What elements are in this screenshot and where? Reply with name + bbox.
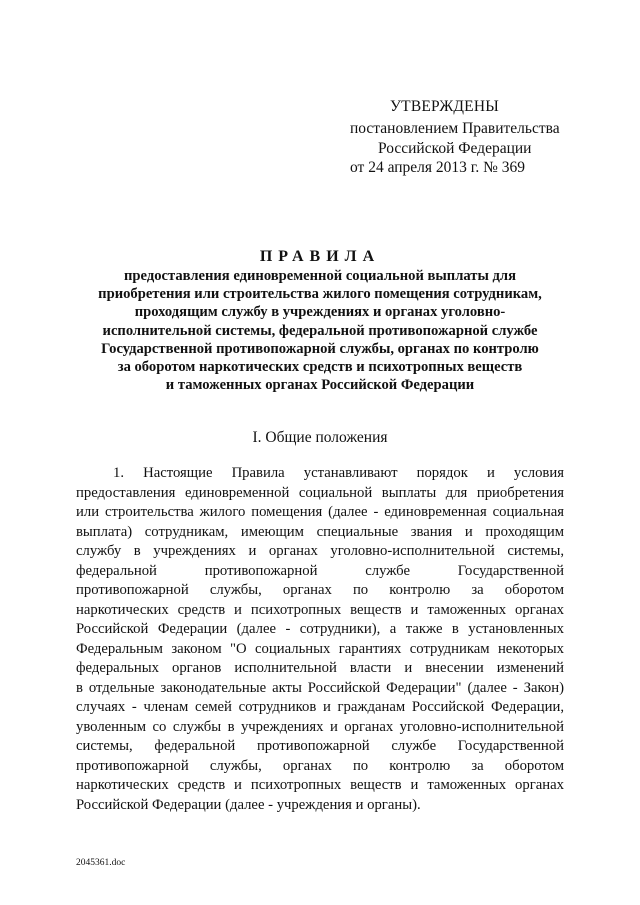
paragraph-line: противопожарной службы, органах по контролю за оборотом [76, 582, 564, 598]
paragraph-line: уволенным со службы в учреждениях и органах уголовно-исполнительной [76, 718, 564, 735]
approval-by: постановлением Правительства [350, 120, 560, 137]
paragraph-line: системы, федеральной противопожарной службе Государственной [76, 738, 564, 754]
paragraph-line: или строительства жилого помещения (далее - единовременная социальная [76, 504, 564, 520]
subtitle-line: предоставления единовременной социальной выплаты для [124, 268, 516, 284]
approval-government: Российской Федерации [378, 140, 532, 157]
paragraph-line: случаях - членам семей сотрудников и гражданам Российской Федерации, [76, 699, 564, 715]
subtitle-line: Государственной противопожарной службы, органах по контролю [101, 340, 539, 357]
paragraph-line: Российской Федерации (далее - учреждения и органы). [76, 796, 421, 813]
subtitle-line: и таможенных органах Российской Федерации [165, 377, 475, 394]
paragraph-line: предоставления единовременной социальной выплаты для приобретения [76, 484, 564, 501]
paragraph-1 [76, 464, 564, 815]
paragraph-line: федеральных органов исполнительной власти и внесении изменений [76, 660, 564, 676]
paragraph-line: наркотических средств и психотропных веществ и таможенных органах [76, 777, 564, 793]
approval-date: от 24 апреля 2013 г. № 369 [350, 159, 526, 176]
paragraph-line: в отдельные законодательные акты Российской Федерации" (далее - Закон) [76, 679, 564, 696]
subtitle-line: за оборотом наркотических средств и психотропных веществ [117, 359, 523, 376]
paragraph-line: Федеральным законом "О социальных гарантиях сотрудникам некоторых [76, 640, 564, 657]
section-heading: I. Общие положения [252, 429, 388, 446]
paragraph-line: Российской Федерации (далее - сотрудники), а также в установленных [76, 621, 564, 637]
paragraph-line: наркотических средств и психотропных веществ и таможенных органах [76, 601, 564, 618]
document-file-name: 2045361.doc [76, 858, 126, 868]
approval-heading: УТВЕРЖДЕНЫ [390, 98, 499, 115]
paragraph-line: федеральной противопожарной службе Государственной [76, 562, 564, 579]
subtitle-line: исполнительной системы, федеральной противопожарной службе [102, 322, 538, 339]
paragraph-line: 1. Настоящие Правила устанавливают порядок и условия [113, 465, 564, 481]
subtitle-line: проходящим службу в учреждениях и органах уголовно- [134, 304, 506, 321]
paragraph-line: выплата) сотрудникам, имеющим специальные звания и проходящим [76, 523, 564, 540]
paragraph-line: службу в учреждениях и органах уголовно-исполнительной системы, [76, 543, 564, 559]
document-title: ПРАВИЛА [259, 248, 381, 265]
subtitle-line: приобретения или строительства жилого помещения сотрудникам, [98, 286, 542, 303]
document-subtitle [90, 267, 550, 394]
paragraph-line: противопожарной службы, органах по контролю за оборотом [76, 757, 564, 774]
